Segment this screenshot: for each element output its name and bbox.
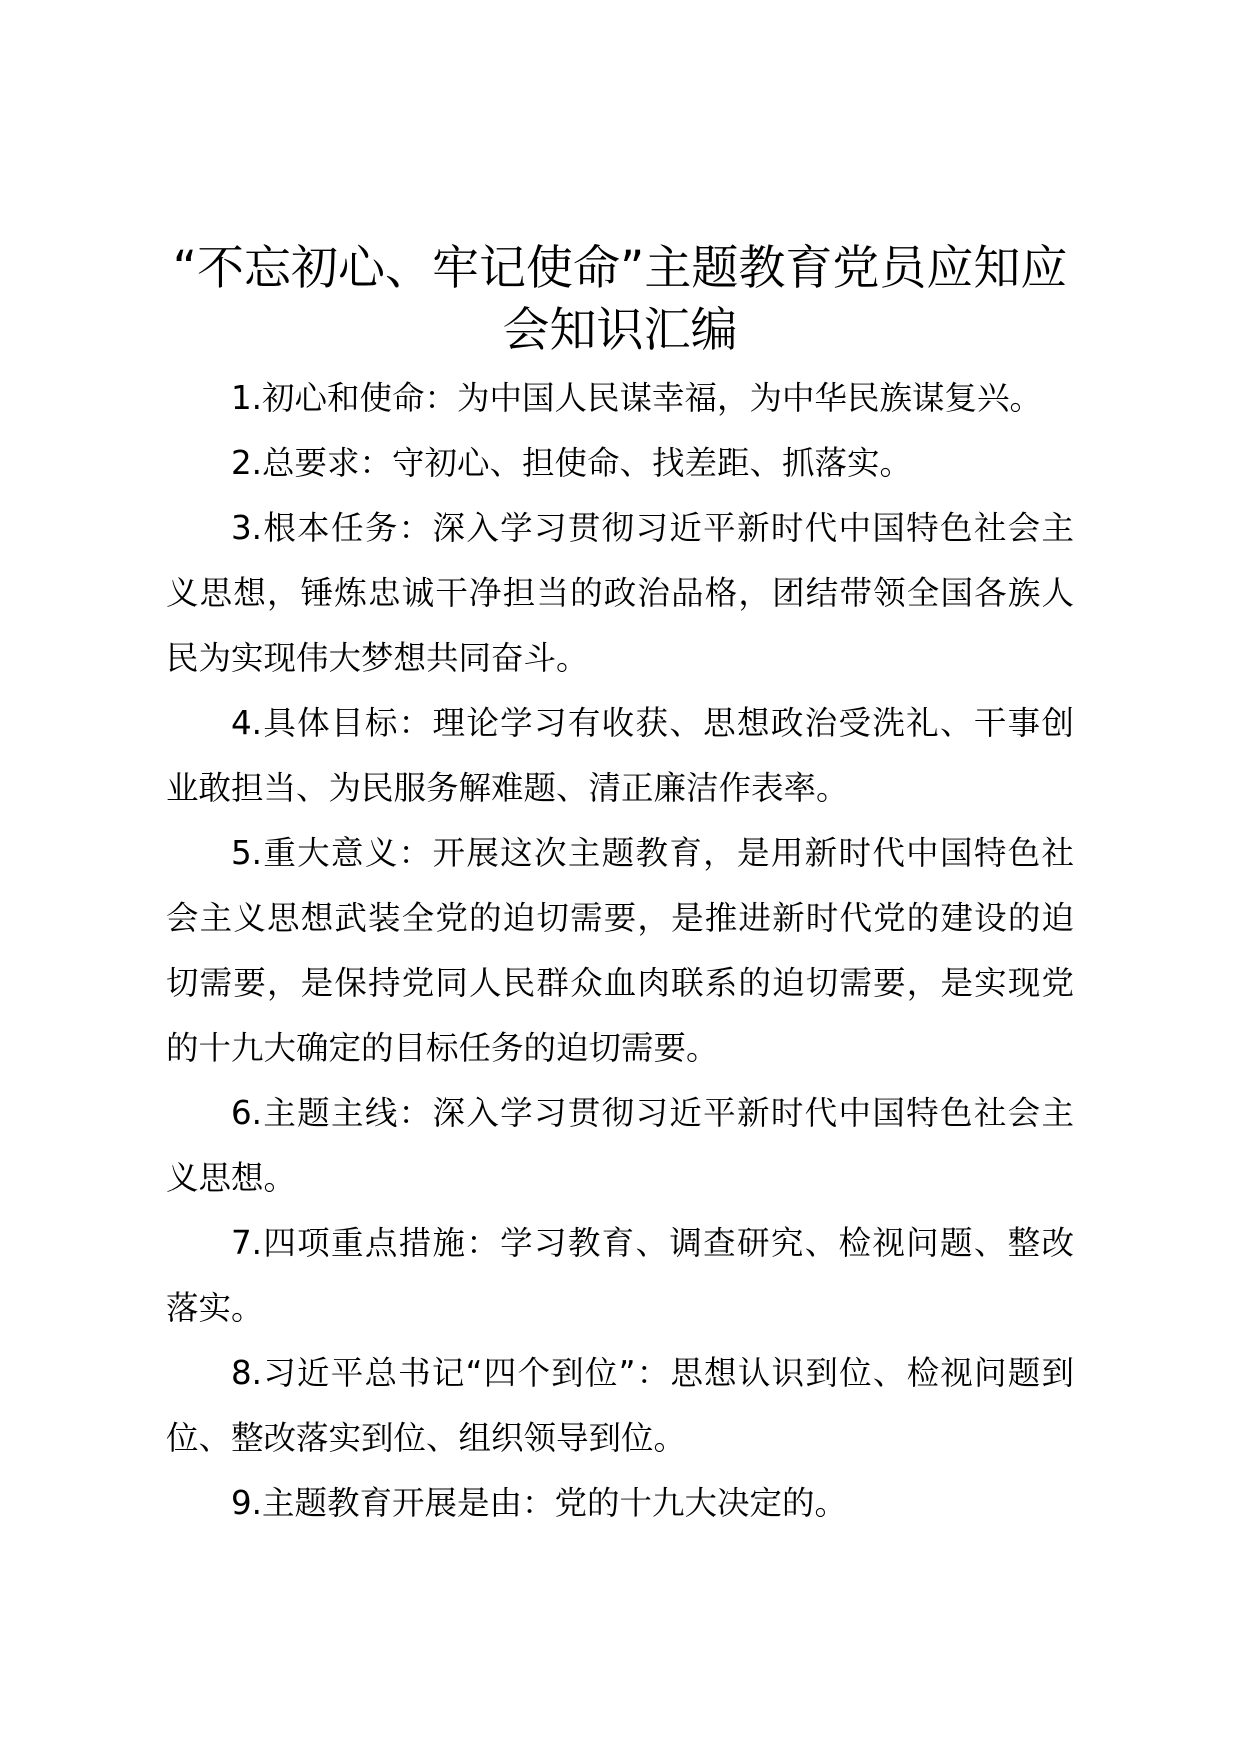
title-line-2: 会知识汇编 <box>502 303 738 358</box>
paragraph-2: 2.总要求：守初心、担使命、找差距、抓落实。 <box>231 444 913 482</box>
paragraph-7: 7.四项重点措施：学习教育、调查研究、检视问题、整改落实。 <box>166 1224 1074 1327</box>
paragraph-3: 3.根本任务：深入学习贯彻习近平新时代中国特色社会主义思想，锤炼忠诚干净担当的政治品格，团结带领全国各族人民为实现伟大梦想共同奋斗。 <box>166 509 1074 677</box>
paragraph-5: 5.重大意义：开展这次主题教育，是用新时代中国特色社会主义思想武装全党的迫切需要，是推进新时代党的建设的迫切需要，是保持党同人民群众血肉联系的迫切需要，是实现党的十九大确定的目标任务的迫切需要。 <box>166 834 1074 1067</box>
paragraph-6: 6.主题主线：深入学习贯彻习近平新时代中国特色社会主义思想。 <box>166 1094 1074 1197</box>
paragraph-9: 9.主题教育开展是由：党的十九大决定的。 <box>231 1484 848 1522</box>
paragraph-8: 8.习近平总书记“四个到位”：思想认识到位、检视问题到位、整改落实到位、组织领导到位。 <box>166 1354 1074 1457</box>
title-line-1: “不忘初心、牢记使命”主题教育党员应知应 <box>172 241 1068 296</box>
document-body <box>166 366 1074 1536</box>
paragraph-1: 1.初心和使命：为中国人民谋幸福，为中华民族谋复兴。 <box>231 379 1043 417</box>
paragraph-4: 4.具体目标：理论学习有收获、思想政治受洗礼、干事创业敢担当、为民服务解难题、清正廉洁作表率。 <box>166 704 1074 807</box>
document-title <box>150 238 1090 362</box>
